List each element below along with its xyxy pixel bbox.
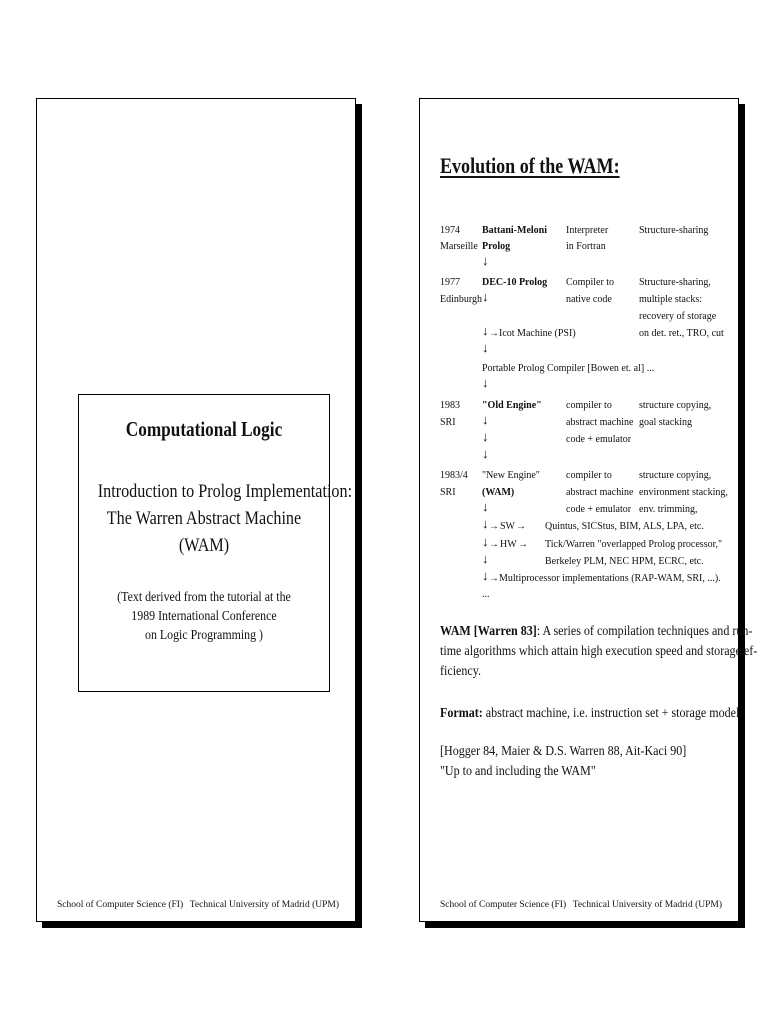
down-arrow-icon: ↓	[482, 568, 489, 583]
ellipsis: ...	[482, 589, 490, 600]
subtitle-line: (WAM)	[178, 535, 230, 556]
subtitle-line: The Warren Abstract Machine	[106, 508, 302, 529]
wam-definition	[440, 622, 758, 682]
down-arrow-icon: ↓	[482, 253, 489, 268]
reference-line: "Up to and including the WAM"	[440, 764, 596, 779]
reference-line: [Hogger 84, Maier & D.S. Warren 88, Ait-Kaci 90]	[440, 744, 687, 759]
wam-text: ficiency.	[440, 664, 482, 679]
system-note: goal stacking	[639, 417, 693, 428]
system-note: multiple stacks:	[639, 294, 703, 305]
year-1983-4: 1983/4	[440, 470, 468, 481]
wam-text: : A series of compilation techniques and run-	[536, 624, 753, 639]
place-edinburgh: Edinburgh	[440, 294, 483, 305]
system-note: Structure-sharing	[639, 225, 709, 236]
system-desc: code + emulator	[566, 434, 632, 445]
down-arrow-icon: ↓	[482, 534, 489, 549]
system-name: (WAM)	[482, 487, 515, 498]
down-arrow-icon: ↓	[482, 446, 489, 461]
source-note	[79, 588, 329, 645]
down-arrow-icon: ↓	[482, 516, 489, 531]
system-desc: abstract machine	[566, 487, 634, 498]
down-arrow-icon: ↓	[482, 412, 489, 427]
place-sri: SRI	[440, 487, 456, 498]
footer-school: School of Computer Science (FI)	[440, 900, 567, 910]
right-arrow-icon: →	[489, 521, 499, 532]
down-arrow-icon: ↓	[482, 499, 489, 514]
hw-label: HW	[500, 539, 517, 550]
system-name: "New Engine"	[482, 470, 540, 481]
year-1974: 1974	[440, 225, 460, 236]
system-desc: code + emulator	[566, 504, 632, 515]
system-note: env. trimming,	[639, 504, 698, 515]
system-name: Prolog	[482, 241, 511, 252]
down-arrow-icon: ↓	[482, 323, 489, 338]
year-1977: 1977	[440, 277, 460, 288]
down-arrow-icon: ↓	[482, 340, 489, 355]
place-sri: SRI	[440, 417, 456, 428]
title-box	[78, 394, 353, 692]
system-desc: compiler to	[566, 470, 612, 481]
system-note: environment stacking,	[639, 487, 728, 498]
place-marseille: Marseille	[440, 241, 478, 252]
right-arrow-icon: →	[489, 539, 499, 550]
sw-implementations: Quintus, SICStus, BIM, ALS, LPA, etc.	[545, 521, 704, 532]
system-note: structure copying,	[639, 400, 712, 411]
format-term: Format:	[440, 706, 483, 721]
icot-machine: Icot Machine (PSI)	[499, 328, 576, 339]
note-line: 1989 International Conference	[131, 609, 277, 624]
down-arrow-icon: ↓	[482, 375, 489, 390]
wam-term: WAM [Warren 83]	[440, 624, 537, 639]
portable-compiler: Portable Prolog Compiler [Bowen et. al] ...	[482, 363, 655, 374]
system-desc: compiler to	[566, 400, 612, 411]
footer-university: Technical University of Madrid (UPM)	[189, 900, 339, 910]
right-arrow-icon: →	[516, 521, 526, 532]
title-slide	[36, 98, 356, 922]
references	[440, 742, 722, 782]
course-title: Computational Logic	[125, 417, 283, 441]
right-arrow-icon: →	[489, 328, 499, 339]
system-desc: Interpreter	[566, 225, 609, 236]
system-name: DEC-10 Prolog	[482, 277, 548, 288]
format-definition	[440, 704, 743, 724]
format-text: abstract machine, i.e. instruction set + storage model.	[482, 706, 743, 721]
multiprocessor-implementations: Multiprocessor implementations (RAP-WAM, SRI, ...).	[499, 573, 721, 584]
footer-university: Technical University of Madrid (UPM)	[572, 900, 722, 910]
wam-text: time algorithms which attain high execution speed and storage ef-	[440, 644, 758, 659]
lecture-subtitle	[79, 478, 353, 559]
system-note: recovery of storage	[639, 311, 717, 322]
footer-school: School of Computer Science (FI)	[57, 900, 184, 910]
system-desc: native code	[566, 294, 612, 305]
right-arrow-icon: →	[489, 573, 499, 584]
down-arrow-icon: ↓	[482, 289, 489, 304]
system-note: on det. ret., TRO, cut	[639, 328, 724, 339]
system-desc: in Fortran	[566, 241, 606, 252]
slide-heading: Evolution of the WAM:	[440, 153, 620, 178]
sw-label: SW	[500, 521, 515, 532]
system-note: Structure-sharing,	[639, 277, 711, 288]
system-desc: Compiler to	[566, 277, 615, 288]
down-arrow-icon: ↓	[482, 429, 489, 444]
note-line: on Logic Programming )	[145, 628, 263, 643]
year-1983: 1983	[440, 400, 460, 411]
note-line: (Text derived from the tutorial at the	[117, 590, 291, 605]
right-arrow-icon: →	[518, 539, 528, 550]
subtitle-line: Introduction to Prolog Implementation:	[97, 481, 353, 502]
system-desc: abstract machine	[566, 417, 634, 428]
system-note: structure copying,	[639, 470, 712, 481]
hw-implementations: Berkeley PLM, NEC HPM, ECRC, etc.	[545, 556, 704, 567]
system-name: Battani-Meloni	[482, 225, 547, 236]
hw-implementations: Tick/Warren "overlapped Prolog processor,"	[545, 539, 723, 550]
down-arrow-icon: ↓	[482, 551, 489, 566]
wam-evolution-slide	[419, 98, 758, 922]
system-name: "Old Engine"	[482, 400, 542, 411]
